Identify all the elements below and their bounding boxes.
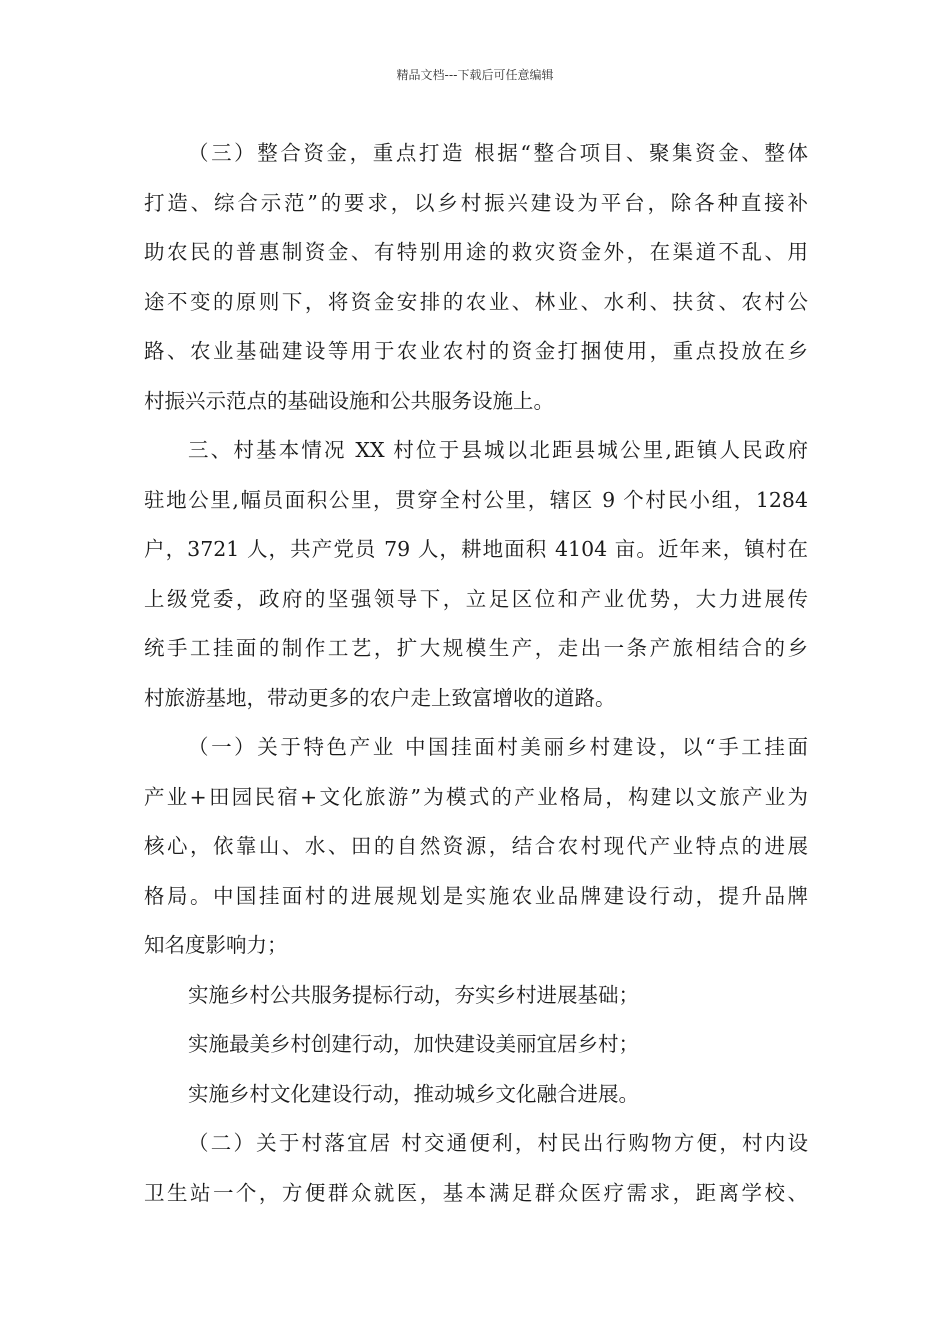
text-line: 村振兴示范点的基础设施和公共服务设施上。 xyxy=(144,388,554,413)
paragraph xyxy=(144,426,808,723)
text-line: 助农民的普惠制资金、有特别用途的救灾资金外，在渠道不乱、用 xyxy=(144,240,808,264)
text-line: （三）整合资金，重点打造 根据“整合项目、聚集资金、整体 xyxy=(188,141,808,165)
text-line: 核心，依靠山、水、田的自然资源，结合农村现代产业特点的进展 xyxy=(144,834,808,858)
page-header: 精品文档---下载后可任意编辑 xyxy=(396,68,554,82)
paragraph xyxy=(144,1020,808,1070)
text-line: 实施乡村文化建设行动，推动城乡文化融合进展。 xyxy=(188,1081,639,1106)
text-line: 三、村基本情况 XX 村位于县城以北距县城公里,距镇人民政府 xyxy=(188,438,808,462)
paragraph xyxy=(144,971,808,1021)
paragraph xyxy=(144,1119,808,1218)
paragraph xyxy=(144,723,808,971)
text-line: 驻地公里,幅员面积公里，贯穿全村公里，辖区 9 个村民小组，1284 xyxy=(144,487,808,512)
text-line: 上级党委，政府的坚强领导下，立足区位和产业优势，大力进展传 xyxy=(144,586,808,611)
text-line: 户，3721 人，共产党员 79 人，耕地面积 4104 亩。近年来，镇村在 xyxy=(144,537,808,561)
paragraph xyxy=(144,129,808,426)
paragraph xyxy=(144,1070,808,1120)
text-line: 产业+田园民宿+文化旅游”为模式的产业格局，构建以文旅产业为 xyxy=(144,784,808,809)
text-line: 打造、综合示范”的要求，以乡村振兴建设为平台，除各种直接补 xyxy=(144,190,808,215)
text-line: 卫生站一个，方便群众就医，基本满足群众医疗需求，距离学校、 xyxy=(144,1180,808,1205)
text-line: 实施最美乡村创建行动，加快建设美丽宜居乡村； xyxy=(188,1032,639,1056)
text-line: 村旅游基地，带动更多的农户走上致富增收的道路。 xyxy=(144,685,616,710)
text-line: （一）关于特色产业 中国挂面村美丽乡村建设，以“手工挂面 xyxy=(188,735,808,759)
text-line: 路、农业基础建设等用于农业农村的资金打捆使用，重点投放在乡 xyxy=(144,339,808,363)
text-line: 知名度影响力； xyxy=(144,933,288,957)
text-line: 格局。中国挂面村的进展规划是实施农业品牌建设行动，提升品牌 xyxy=(144,883,808,908)
text-line: （二）关于村落宜居 村交通便利，村民出行购物方便，村内设 xyxy=(188,1131,808,1155)
text-line: 统手工挂面的制作工艺，扩大规模生产，走出一条产旅相结合的乡 xyxy=(144,636,808,660)
document-body xyxy=(144,129,808,1218)
text-line: 途不变的原则下，将资金安排的农业、林业、水利、扶贫、农村公 xyxy=(144,289,808,314)
text-line: 实施乡村公共服务提标行动，夯实乡村进展基础； xyxy=(188,982,639,1007)
